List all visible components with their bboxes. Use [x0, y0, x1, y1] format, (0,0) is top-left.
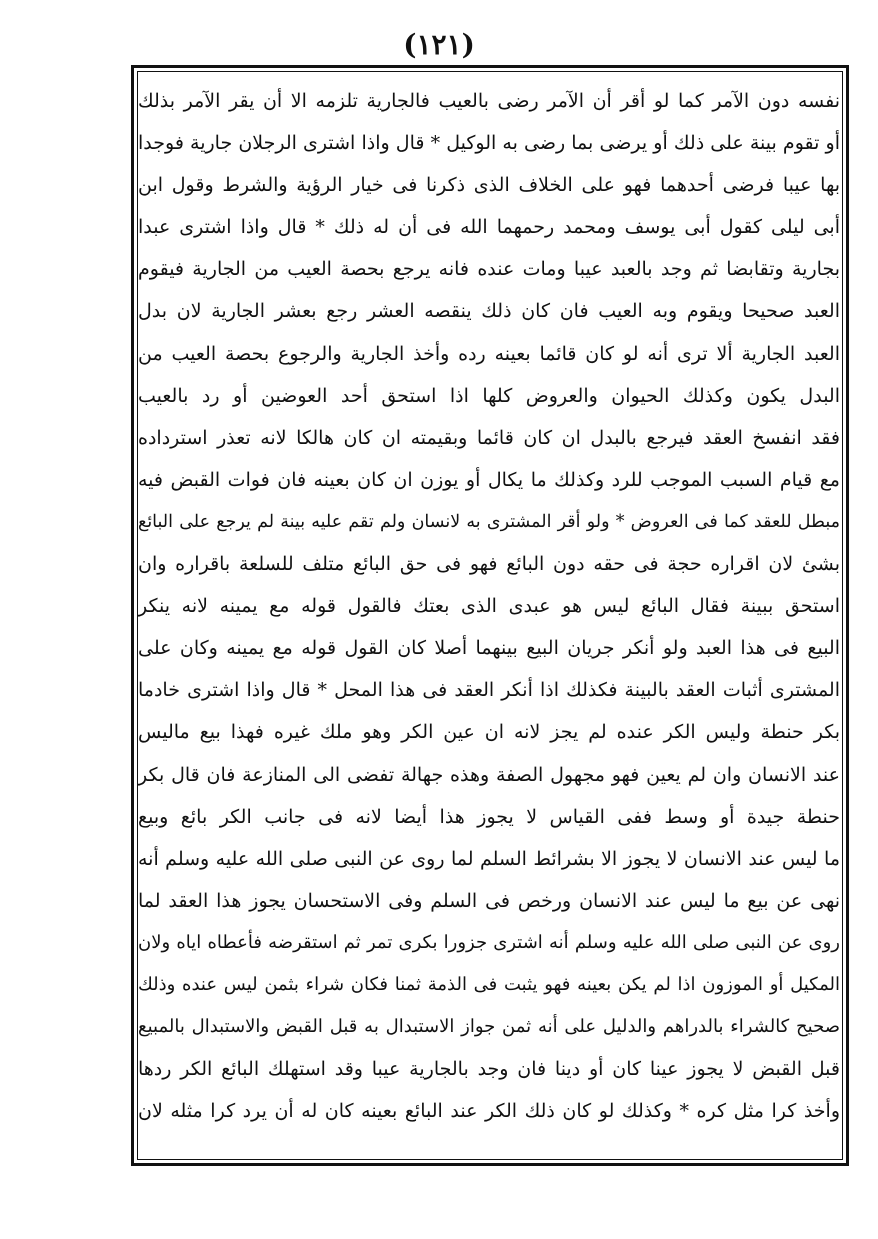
- body-text: [136, 80, 842, 1132]
- text-line: ما ليس عند الانسان لا يجوز الا بشرائط السلم لما روى عن النبى صلى الله عليه وسلم أنه: [138, 847, 840, 870]
- text-line: بجارية وتقابضا ثم وجد بالعبد عيبا ومات عنده فانه يرجع بحصة العيب من الجارية فيقوم: [138, 258, 840, 281]
- text-line: حنطة جيدة أو وسط ففى القياس لا يجوز هذا أيضا لانه فى جانب الكر بائع وبيع: [138, 805, 840, 828]
- text-line: صحيح كالشراء بالدراهم والدليل على أنه ثمن جواز الاستبدال به قبل القبض والاستبدال بالمبيع: [138, 1016, 840, 1038]
- text-line: وأخذ كرا مثل كره * وكذلك لو كان ذلك الكر عند البائع بعينه كان له أن يرد كرا مثله لان: [138, 1100, 840, 1123]
- text-line: بكر حنطة وليس الكر عنده لم يجز لانه ان عين الكر وهو ملك غيره فهذا بيع ماليس: [138, 721, 840, 744]
- text-line: عند الانسان وان لم يعين فهو مجهول الصفة وهذه جهالة تفضى الى المنازعة فان قال بكر: [138, 763, 840, 786]
- text-line: فقد انفسخ العقد فيرجع بالبدل ان كان قائما وبقيمته ان كان هالكا لانه تعذر استرداده: [138, 426, 840, 449]
- text-line: العبد صحيحا ويقوم وبه العيب فان كان ذلك ينقصه العشر رجع بعشر الجارية لان بدل: [138, 300, 840, 323]
- text-line: مبطل للعقد كما فى العروض * ولو أقر المشترى به لانسان ولم تقم عليه بينة لم يرجع على البائع: [138, 511, 840, 532]
- text-line: بها عيبا فرضى أحدهما فهو على الخلاف الذى ذكرنا فى خيار الرؤية والشرط وقول ابن: [138, 174, 840, 197]
- text-line: روى عن النبى صلى الله عليه وسلم أنه اشترى جزورا بكرى تمر ثم استقرضه فأعطاه اياه ولان: [138, 931, 840, 953]
- text-line: المشترى أثبات العقد بالبينة فكذلك اذا أنكر العقد فى هذا المحل * قال واذا اشترى خادما: [138, 679, 840, 702]
- text-line: البيع فى هذا العبد ولو أنكر جريان البيع بينهما أصلا كان القول قوله مع يمينه وكان على: [138, 637, 840, 660]
- text-line: نهى عن بيع ما ليس عند الانسان ورخص فى السلم وفى الاستحسان يجوز هذا العقد لما: [138, 889, 840, 912]
- text-line: المكيل أو الموزون اذا لم يكن بعينه فهو يثبت فى الذمة ثمنا فكان شراء بثمن ليس عنده وذلك: [138, 973, 840, 995]
- text-line: استحق ببينة فقال البائع ليس هو عبدى الذى بعتك فالقول قوله مع يمينه لانه ينكر: [138, 595, 840, 618]
- text-line: البدل يكون وكذلك الحيوان والعروض كلها اذا استحق أحد العوضين أو رد بالعيب: [138, 384, 840, 407]
- text-line: العبد الجارية ألا ترى أنه لو كان قائما بعينه رده وأخذ الجارية والرجوع بحصة العيب من: [138, 342, 840, 365]
- text-line: أو تقوم بينة على ذلك أو يرضى بما رضى به الوكيل * قال واذا اشترى الرجلان جارية فوجدا: [138, 132, 840, 155]
- text-line: قبل القبض لا يجوز عينا كان أو دينا فان وجد بالجارية عيبا وقد استهلك البائع الكر ردها: [138, 1058, 840, 1081]
- text-line: بشئ لان اقراره حجة فى حقه دون البائع فهو فى حق البائع متلف للسلعة باقراره وان: [138, 553, 840, 576]
- text-line: مع قيام السبب الموجب للرد وكذلك ما يكال أو يوزن ان كان بعينه فان فوات القبض فيه: [138, 468, 840, 491]
- text-line: أبى ليلى كقول أبى يوسف ومحمد رحمهما الله فى أن له ذلك * قال واذا اشترى عبدا: [138, 216, 840, 239]
- text-line: نفسه دون الآمر كما لو أقر أن الآمر رضى بالعيب فالجارية تلزمه الا أن يقر الآمر بذلك: [138, 90, 840, 112]
- page-number: (١٢١): [403, 28, 475, 61]
